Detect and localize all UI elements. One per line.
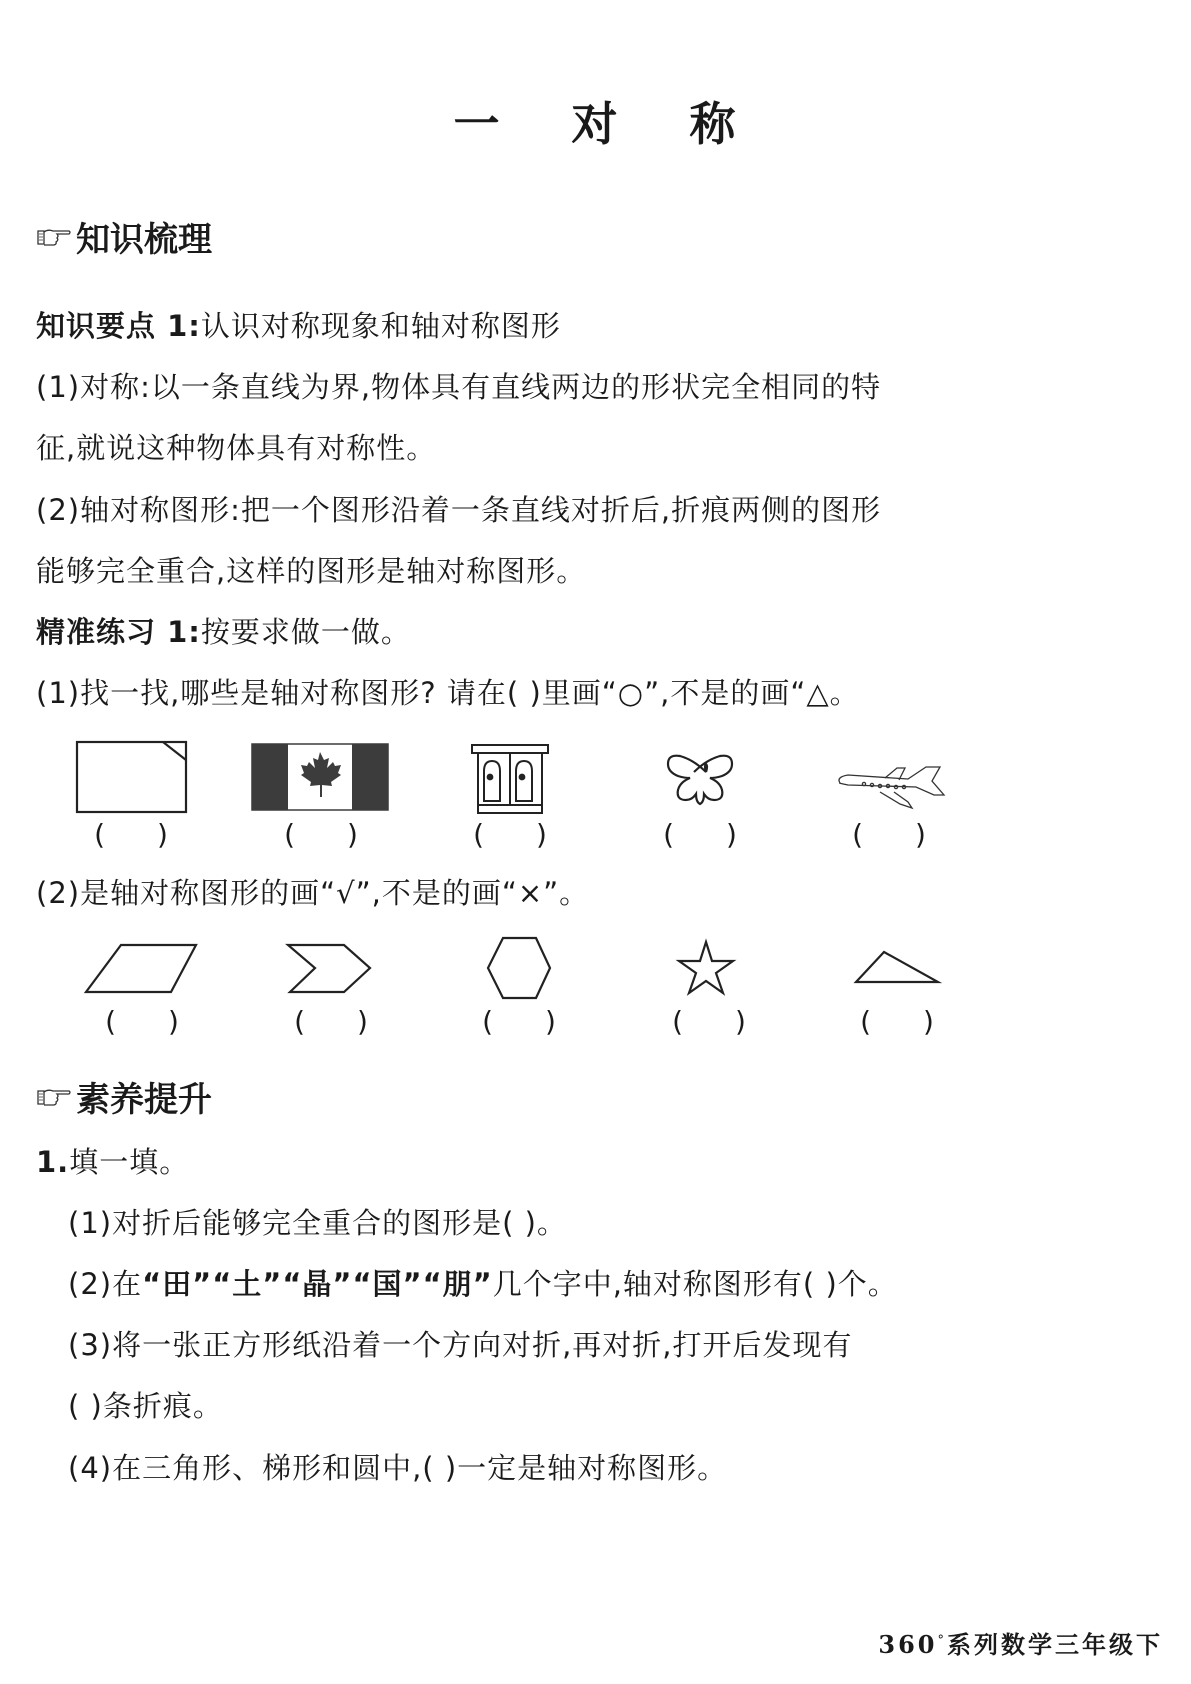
hexagon-shape	[488, 938, 550, 998]
answer-blank[interactable]: ( )	[284, 818, 358, 851]
question-2-prompt: (2)是轴对称图形的画“√”,不是的画“×”。	[36, 876, 590, 910]
answer-blank[interactable]: ( )	[663, 818, 737, 851]
answer-blank[interactable]: ( )	[294, 1005, 368, 1038]
question-title: 填一填。	[69, 1145, 190, 1179]
answer-blank[interactable]: ( )	[852, 818, 926, 851]
page-footer	[878, 1625, 1163, 1660]
pointing-hand-icon	[36, 1086, 72, 1108]
char-guo: “国”	[352, 1267, 423, 1301]
fill-in-item: (2)在“田”“土”“晶”“国”“朋”几个字中,轴对称图形有( )个。	[68, 1267, 898, 1301]
section-heading-text: 素养提升	[76, 1080, 212, 1120]
practice-text: 按要求做一做。	[200, 615, 411, 649]
char-peng: “朋”	[422, 1267, 493, 1301]
title-char: 一	[453, 97, 502, 151]
series-number: 360	[878, 1630, 938, 1659]
fill-in-item: (4)在三角形、梯形和圆中,( )一定是轴对称图形。	[68, 1451, 728, 1485]
folded-rectangle-figure	[77, 742, 186, 812]
knowledge-point-text: 认识对称现象和轴对称图形	[200, 309, 561, 343]
pointing-hand-icon	[36, 226, 72, 248]
fill-in-question-title	[36, 1142, 189, 1182]
star-shape	[679, 942, 733, 993]
knowledge-point-heading	[36, 306, 561, 346]
definition-line: 征,就说这种物体具有对称性。	[36, 431, 437, 465]
section-heading-text: 知识梳理	[76, 220, 212, 260]
fill-in-item: (3)将一张正方形纸沿着一个方向对折,再对折,打开后发现有	[68, 1328, 853, 1362]
answer-blank[interactable]: ( )	[482, 1005, 556, 1038]
cabinet-figure	[472, 745, 548, 813]
practice-label: 精准练习 1:	[36, 615, 201, 649]
parallelogram-shape	[86, 945, 196, 992]
answer-blank[interactable]: ( )	[105, 1005, 179, 1038]
definition-line: (1)对称:以一条直线为界,物体具有直线两边的形状完全相同的特	[36, 370, 882, 404]
triangle-shape	[856, 952, 938, 982]
definition-line: (2)轴对称图形:把一个图形沿着一条直线对折后,折痕两侧的图形	[36, 493, 882, 527]
series-title: 系列数学三年级下	[947, 1630, 1163, 1659]
title-char: 对	[571, 97, 620, 151]
q1-figure-row	[0, 730, 1191, 820]
degree-symbol: °	[937, 1633, 947, 1648]
char-tian: “田”	[142, 1267, 213, 1301]
answer-blank[interactable]: ( )	[860, 1005, 934, 1038]
char-jing: “晶”	[282, 1267, 353, 1301]
airplane-figure	[839, 767, 944, 808]
definition-line: 能够完全重合,这样的图形是轴对称图形。	[36, 554, 587, 588]
fill-in-item: (1)对折后能够完全重合的图形是( )。	[68, 1206, 567, 1240]
canada-flag-figure	[252, 744, 388, 810]
char-tu: “土”	[212, 1267, 283, 1301]
section-heading-knowledge	[36, 212, 212, 261]
q2-shape-row	[0, 930, 1191, 1010]
section-heading-literacy	[36, 1072, 212, 1121]
fill-in-item-continuation: ( )条折痕。	[68, 1389, 223, 1423]
knowledge-point-label: 知识要点 1:	[36, 309, 201, 343]
question-1-prompt: (1)找一找,哪些是轴对称图形? 请在( )里画“○”,不是的画“△。	[36, 676, 860, 710]
question-number: 1.	[36, 1145, 70, 1179]
answer-blank[interactable]: ( )	[94, 818, 168, 851]
answer-blank[interactable]: ( )	[672, 1005, 746, 1038]
butterfly-figure	[668, 756, 732, 804]
practice-heading	[36, 612, 411, 652]
answer-blank[interactable]: ( )	[473, 818, 547, 851]
chevron-shape	[288, 945, 370, 992]
title-char: 称	[689, 97, 738, 151]
page-title	[0, 88, 1191, 154]
